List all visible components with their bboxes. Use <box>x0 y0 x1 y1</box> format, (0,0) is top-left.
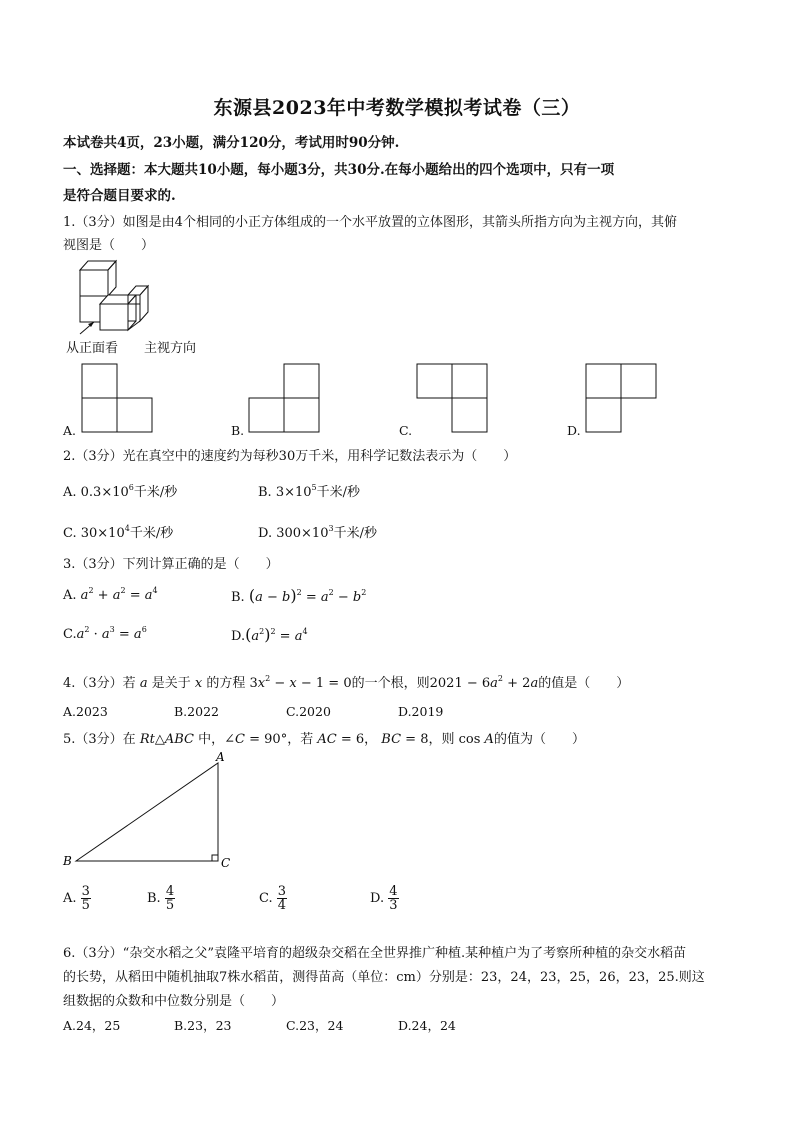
q1-option-a-figure <box>80 362 155 434</box>
q4-option-c[interactable]: C.2020 <box>286 704 331 719</box>
q6-option-c[interactable]: C.23，24 <box>286 1018 344 1033</box>
q2-option-c[interactable]: C. $30\times 10^4$千米/秒 <box>63 524 174 541</box>
q1-option-c-figure <box>415 362 490 434</box>
q3-stem: 3.（3分）下列计算正确的是（ ） <box>63 557 279 572</box>
q4-stem: 4.（3分）若 a 是关于 x 的方程 $3x^2 - x - 1 = 0$的一个根，则$2021 - 6a^2 + 2a$的值是（ ） <box>63 674 630 691</box>
q1-option-b[interactable]: B. <box>231 423 245 438</box>
q1-option-c[interactable]: C. <box>399 423 413 438</box>
q5-option-d[interactable]: D. $\frac{4}{3}$ <box>370 884 398 913</box>
q3-option-b[interactable]: B. $(a - b)^2 = a^2 - b^2$ <box>231 586 367 605</box>
q3-option-d[interactable]: $D.(a^2)^2 = a^4$ <box>231 625 308 644</box>
q5-option-b[interactable]: B. $\frac{4}{5}$ <box>147 884 175 913</box>
q1-option-d-figure <box>584 362 659 434</box>
q4-option-d[interactable]: D.2019 <box>398 704 444 719</box>
q6-option-b[interactable]: B.23，23 <box>174 1018 232 1033</box>
q2-option-d[interactable]: D. $300\times 10^3$千米/秒 <box>258 524 377 541</box>
q2-option-b[interactable]: B. $3\times 10^5$千米/秒 <box>258 483 361 500</box>
q4-option-b[interactable]: B.2022 <box>174 704 219 719</box>
q1-option-a[interactable]: A. <box>63 423 77 438</box>
q4-option-a[interactable]: A.2023 <box>63 704 108 719</box>
q1-stem-line2: 视图是（ ） <box>63 238 155 253</box>
exam-intro: 本试卷共4页，23小题，满分120分，考试用时90分钟. <box>63 135 400 151</box>
q3-option-c[interactable]: $C.a^2 \cdot a^3 = a^6$ <box>63 625 147 642</box>
q1-option-b-figure <box>247 362 322 434</box>
q5-vertex-c-label: C <box>221 856 231 870</box>
exam-title: 东源县2023年中考数学模拟考试卷（三） <box>213 97 581 119</box>
q6-option-a[interactable]: A.24，25 <box>63 1018 121 1033</box>
q5-option-a[interactable]: A. $\frac{3}{5}$ <box>63 884 90 913</box>
q1-caption-front: 从正面看 <box>66 341 119 356</box>
q1-caption-direction: 主视方向 <box>144 341 197 356</box>
q2-stem: 2.（3分）光在真空中的速度约为每秒30万千米，用科学记数法表示为（ ） <box>63 449 517 464</box>
section-heading-line2: 是符合题目要求的. <box>63 188 176 204</box>
q5-stem: 5.（3分）在 Rt△ABC 中，∠C = 90°，若 AC = 6， BC = 8，则 cos A的值为（ ） <box>63 732 585 747</box>
q5-option-c[interactable]: C. $\frac{3}{4}$ <box>259 884 287 913</box>
q6-stem-line2: 的长势，从稻田中随机抽取7株水稻苗，测得苗高（单位：cm）分别是：23，24，23，25，26，23，25.则这 <box>63 970 705 985</box>
q6-stem-line3: 组数据的众数和中位数分别是（ ） <box>63 994 285 1009</box>
q5-triangle-figure <box>60 748 240 873</box>
q1-cube-figure <box>70 256 160 336</box>
q1-stem-line1: 1.（3分）如图是由4个相同的小正方体组成的一个水平放置的立体图形，其箭头所指方向为主视方向，其俯 <box>63 215 677 230</box>
q3-option-a[interactable]: A. $a^2 + a^2 = a^4$ <box>63 586 158 603</box>
q1-option-d[interactable]: D. <box>567 423 581 438</box>
q6-option-d[interactable]: D.24，24 <box>398 1018 456 1033</box>
q5-vertex-b-label: B <box>63 854 72 868</box>
section-heading-line1: 一、选择题：本大题共10小题，每小题3分，共30分.在每小题给出的四个选项中，只有一项 <box>63 162 615 178</box>
q2-option-a[interactable]: A. $0.3\times 10^6$千米/秒 <box>63 483 178 500</box>
q5-vertex-a-label: A <box>216 750 225 764</box>
q6-stem-line1: 6.（3分）“杂交水稻之父”袁隆平培育的超级杂交稻在全世界推广种植.某种植户为了考察所种植的杂交水稻苗 <box>63 946 687 961</box>
